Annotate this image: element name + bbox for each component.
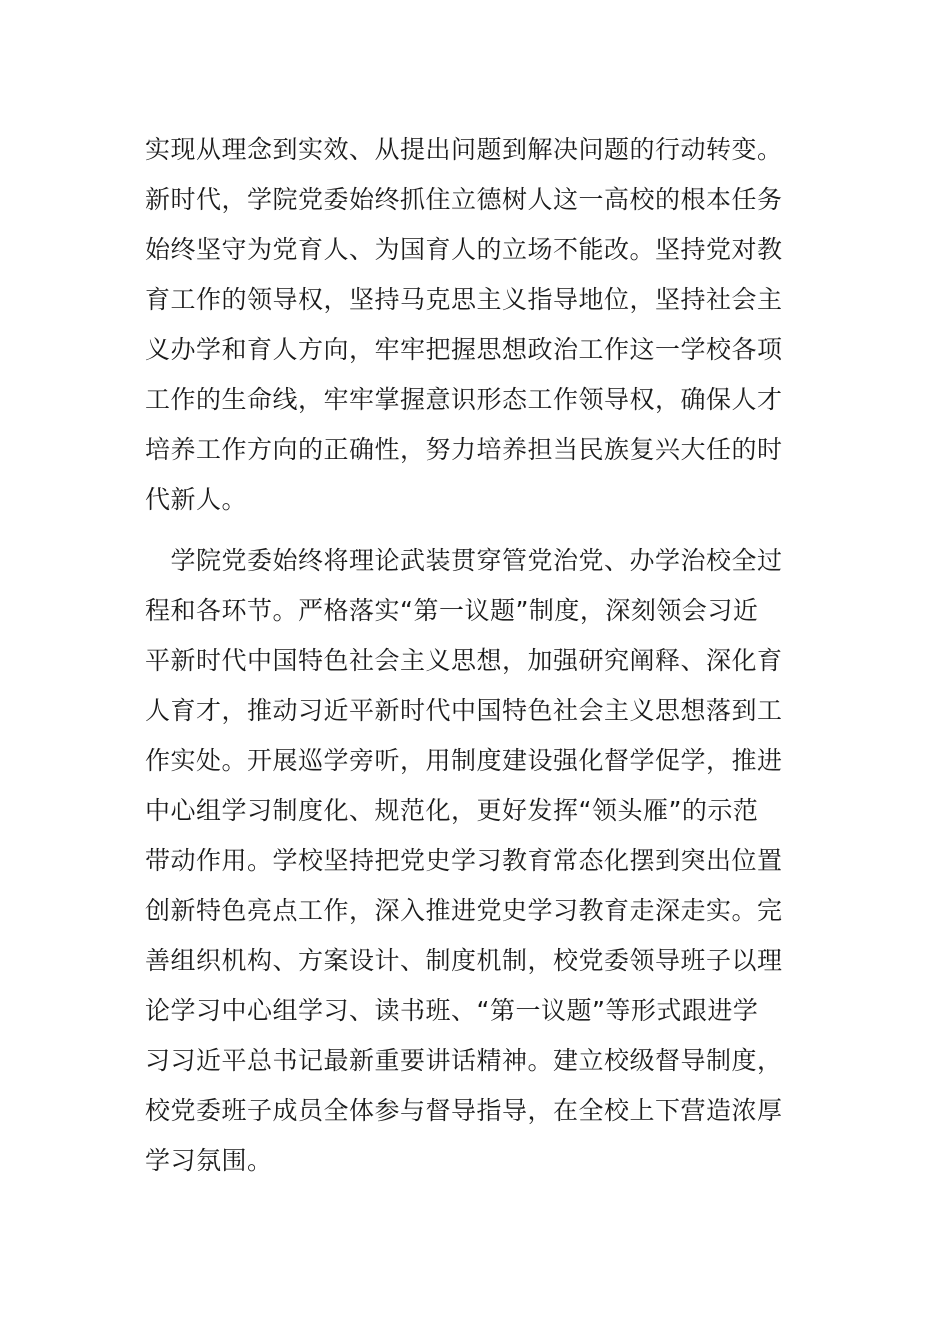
paragraph-line: 义办学和育人方向，牢牢把握思想政治工作这一学校各项 — [145, 335, 783, 364]
paragraph-line: 校党委班子成员全体参与督导指导，在全校上下营造浓厚 — [145, 1096, 783, 1125]
paragraph-line: 平新时代中国特色社会主义思想，加强研究阐释、深化育 — [145, 646, 783, 675]
paragraph-1 — [145, 125, 810, 525]
paragraph-line: 学院党委始终将理论武装贯穿管党治党、办学治校全过 — [145, 546, 783, 575]
paragraph-line: 习习近平总书记最新重要讲话精神。建立校级督导制度， — [145, 1046, 783, 1075]
paragraph-line: 代新人。 — [145, 485, 248, 514]
paragraph-line: 始终坚守为党育人、为国育人的立场不能改。坚持党对教 — [145, 235, 783, 264]
paragraph-line: 作实处。开展巡学旁听，用制度建设强化督学促学，推进 — [145, 746, 783, 775]
paragraph-line: 人育才，推动习近平新时代中国特色社会主义思想落到工 — [145, 696, 783, 725]
paragraph-line: 实现从理念到实效、从提出问题到解决问题的行动转变。 — [145, 135, 783, 164]
paragraph-line: 善组织机构、方案设计、制度机制，校党委领导班子以理 — [145, 946, 783, 975]
paragraph-line: 学习氛围。 — [145, 1146, 273, 1175]
paragraph-line: 育工作的领导权，坚持马克思主义指导地位，坚持社会主 — [145, 285, 783, 314]
paragraph-line: 论学习中心组学习、读书班、“第一议题”等形式跟进学 — [145, 996, 759, 1025]
paragraph-line: 程和各环节。严格落实“第一议题”制度，深刻领会习近 — [145, 596, 759, 625]
paragraph-line: 带动作用。学校坚持把党史学习教育常态化摆到突出位置 — [145, 846, 783, 875]
paragraph-line: 中心组学习制度化、规范化，更好发挥“领头雁”的示范 — [145, 796, 759, 825]
paragraph-2 — [145, 536, 810, 1186]
paragraph-line: 创新特色亮点工作，深入推进党史学习教育走深走实。完 — [145, 896, 783, 925]
paragraph-line: 工作的生命线，牢牢掌握意识形态工作领导权，确保人才 — [145, 385, 783, 414]
paragraph-line: 新时代，学院党委始终抓住立德树人这一高校的根本任务 — [145, 185, 783, 214]
paragraph-line: 培养工作方向的正确性，努力培养担当民族复兴大任的时 — [145, 435, 783, 464]
